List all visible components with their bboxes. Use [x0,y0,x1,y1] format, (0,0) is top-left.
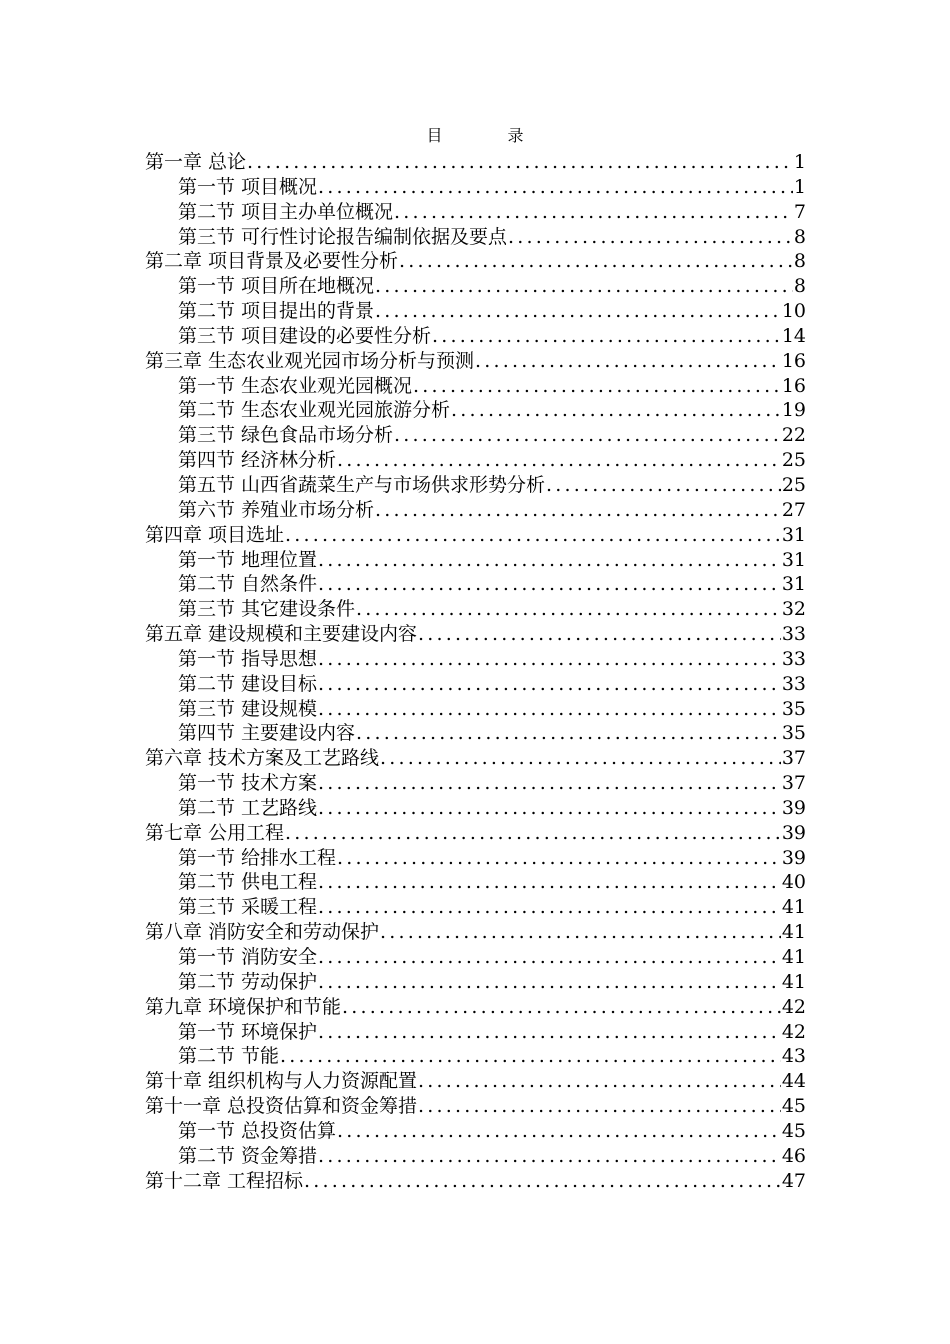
toc-page-number: 33 [781,672,806,695]
toc-dot-leader [285,821,781,846]
toc-page-number: 39 [781,821,806,844]
toc-page-number: 16 [781,374,806,397]
toc-section-entry[interactable] [145,548,806,573]
toc-chapter-entry[interactable] [145,349,806,374]
toc-section-entry[interactable] [145,1144,806,1169]
toc-section-entry[interactable] [145,721,806,746]
toc-section-entry[interactable] [145,398,806,423]
toc-chapter-entry[interactable] [145,995,806,1020]
toc-section-entry[interactable] [145,200,806,225]
toc-dot-leader [418,1094,781,1119]
toc-chapter-entry[interactable] [145,746,806,771]
toc-entry-label: 第一节 给排水工程 [178,846,337,869]
toc-section-entry[interactable] [145,274,806,299]
toc-entry-label: 第一章 总论 [145,151,247,173]
toc-page-number: 42 [781,1020,806,1043]
toc-dot-leader [318,647,781,672]
toc-entry-label: 第十一章 总投资估算和资金筹措 [145,1095,418,1118]
toc-page-number: 10 [781,300,806,323]
toc-entry-label: 第二节 节能 [178,1045,280,1068]
toc-page-number: 31 [781,573,806,596]
toc-page-number: 33 [781,623,806,646]
toc-page-number: 47 [781,1169,806,1192]
toc-entry-label: 第四章 项目选址 [145,523,285,546]
toc-section-entry[interactable] [145,324,806,349]
toc-dot-leader [413,374,781,399]
table-of-contents [145,150,806,1193]
toc-chapter-entry[interactable] [145,249,806,274]
toc-entry-label: 第一节 总投资估算 [178,1119,337,1142]
toc-page-number: 44 [781,1070,806,1093]
toc-section-entry[interactable] [145,796,806,821]
toc-section-entry[interactable] [145,1119,806,1144]
toc-entry-label: 第四节 主要建设内容 [178,722,356,745]
toc-dot-leader [375,299,781,324]
toc-page-number: 41 [781,946,806,968]
toc-page-number: 35 [781,722,806,745]
toc-dot-leader [304,1169,781,1194]
toc-entry-label: 第一节 地理位置 [178,548,318,571]
toc-section-entry[interactable] [145,374,806,399]
toc-dot-leader [318,572,781,597]
toc-section-entry[interactable] [145,672,806,697]
toc-page-number: 39 [781,796,806,819]
toc-dot-leader [342,995,781,1020]
toc-page-number: 33 [781,647,806,670]
toc-page-number: 37 [781,747,806,770]
toc-section-entry[interactable] [145,448,806,473]
toc-chapter-entry[interactable] [145,523,806,548]
toc-section-entry[interactable] [145,498,806,523]
toc-chapter-entry[interactable] [145,1169,806,1194]
toc-dot-leader [380,746,781,771]
toc-dot-leader [356,721,781,746]
toc-dot-leader [318,771,781,796]
toc-entry-label: 第二节 供电工程 [178,871,318,894]
toc-chapter-entry[interactable] [145,821,806,846]
toc-chapter-entry[interactable] [145,1069,806,1094]
toc-entry-label: 第二节 项目提出的背景 [178,300,375,323]
toc-entry-label: 第二节 劳动保护 [178,970,318,993]
toc-page-number: 22 [781,424,806,447]
toc-page-number: 45 [781,1095,806,1118]
toc-dot-leader [375,274,793,299]
toc-dot-leader [318,895,781,920]
toc-entry-label: 第六节 养殖业市场分析 [178,498,375,521]
toc-dot-leader [318,970,781,995]
toc-page-number: 39 [781,846,806,869]
toc-page-number: 1 [793,151,806,173]
toc-dot-leader [418,1069,781,1094]
toc-section-entry[interactable] [145,175,806,200]
toc-dot-leader [394,423,781,448]
toc-page-number: 37 [781,772,806,795]
toc-entry-label: 第九章 环境保护和节能 [145,995,342,1018]
toc-dot-leader [508,225,793,250]
toc-dot-leader [318,1144,781,1169]
toc-entry-label: 第二节 建设目标 [178,672,318,695]
toc-dot-leader [451,398,781,423]
toc-entry-label: 第十章 组织机构与人力资源配置 [145,1070,418,1093]
toc-entry-label: 第二节 项目主办单位概况 [178,200,394,223]
toc-dot-leader [394,200,793,225]
toc-entry-label: 第一节 指导思想 [178,647,318,670]
toc-section-entry[interactable] [145,846,806,871]
toc-section-entry[interactable] [145,1044,806,1069]
toc-dot-leader [318,796,781,821]
toc-entry-label: 第六章 技术方案及工艺路线 [145,747,380,770]
toc-entry-label: 第三节 绿色食品市场分析 [178,424,394,447]
toc-entry-label: 第三节 项目建设的必要性分析 [178,324,432,347]
toc-page-number: 45 [781,1119,806,1142]
toc-page-number: 42 [781,995,806,1018]
toc-entry-label: 第二节 资金筹措 [178,1144,318,1167]
toc-page-number: 25 [781,449,806,472]
toc-entry-label: 第一节 项目所在地概况 [178,275,375,298]
toc-page-number: 8 [793,250,806,273]
toc-dot-leader [337,1119,781,1144]
toc-page-number: 31 [781,523,806,546]
toc-page-number: 8 [793,275,806,298]
toc-chapter-entry[interactable] [145,1094,806,1119]
toc-page-number: 41 [781,896,806,919]
toc-entry-label: 第二节 自然条件 [178,573,318,596]
toc-section-entry[interactable] [145,647,806,672]
toc-entry-label: 第二节 工艺路线 [178,796,318,819]
toc-dot-leader [337,846,781,871]
toc-page-number: 35 [781,697,806,720]
toc-entry-label: 第一节 生态农业观光园概况 [178,374,413,397]
toc-entry-label: 第八章 消防安全和劳动保护 [145,921,380,944]
toc-dot-leader [318,548,781,573]
toc-section-entry[interactable] [145,423,806,448]
toc-entry-label: 第十二章 工程招标 [145,1169,304,1192]
toc-page-number: 41 [781,921,806,944]
toc-dot-leader [418,622,781,647]
toc-section-entry[interactable] [145,895,806,920]
toc-dot-leader [318,945,781,970]
toc-entry-label: 第三节 建设规模 [178,697,318,720]
toc-dot-leader [475,349,781,374]
toc-section-entry[interactable] [145,473,806,498]
toc-dot-leader [318,870,781,895]
toc-chapter-entry[interactable] [145,622,806,647]
toc-dot-leader [247,150,793,175]
toc-dot-leader [285,523,781,548]
toc-section-entry[interactable] [145,970,806,995]
toc-section-entry[interactable] [145,572,806,597]
toc-page-number: 16 [781,349,806,372]
toc-chapter-entry[interactable] [145,150,806,175]
toc-dot-leader [280,1044,781,1069]
toc-section-entry[interactable] [145,697,806,722]
toc-page-number: 46 [781,1144,806,1167]
toc-entry-label: 第五章 建设规模和主要建设内容 [145,623,418,646]
toc-dot-leader [399,249,793,274]
toc-entry-label: 第三节 采暖工程 [178,896,318,919]
toc-page-number: 31 [781,548,806,571]
toc-section-entry[interactable] [145,1020,806,1045]
toc-page-number: 19 [781,399,806,422]
toc-entry-label: 第三节 可行性讨论报告编制依据及要点 [178,225,508,248]
toc-chapter-entry[interactable] [145,920,806,945]
toc-page-number: 40 [781,871,806,894]
toc-dot-leader [356,597,781,622]
toc-page-number: 1 [793,175,806,198]
toc-section-entry[interactable] [145,299,806,324]
toc-entry-label: 第一节 项目概况 [178,175,318,198]
toc-page-number: 43 [781,1045,806,1068]
toc-entry-label: 第四节 经济林分析 [178,449,337,472]
toc-page-number: 25 [781,473,806,496]
toc-section-entry[interactable] [145,945,806,970]
toc-dot-leader [318,175,793,200]
toc-section-entry[interactable] [145,771,806,796]
toc-title: 目 录 [426,126,554,145]
toc-dot-leader [318,697,781,722]
toc-page-number: 27 [781,498,806,521]
toc-entry-label: 第三章 生态农业观光园市场分析与预测 [145,349,475,372]
toc-section-entry[interactable] [145,225,806,250]
toc-dot-leader [337,448,781,473]
toc-dot-leader [318,672,781,697]
toc-dot-leader [546,473,781,498]
toc-dot-leader [375,498,781,523]
toc-page-number: 7 [793,200,806,223]
toc-page-number: 41 [781,970,806,993]
toc-entry-label: 第五节 山西省蔬菜生产与市场供求形势分析 [178,473,546,496]
toc-entry-label: 第一节 环境保护 [178,1020,318,1043]
toc-entry-label: 第三节 其它建设条件 [178,598,356,621]
toc-page-number: 14 [781,324,806,347]
toc-section-entry[interactable] [145,597,806,622]
toc-entry-label: 第一节 技术方案 [178,772,318,795]
toc-dot-leader [432,324,781,349]
toc-page-number: 8 [793,225,806,248]
toc-entry-label: 第七章 公用工程 [145,821,285,844]
toc-entry-label: 第一节 消防安全 [178,946,318,968]
toc-entry-label: 第二节 生态农业观光园旅游分析 [178,399,451,422]
toc-page-number: 32 [781,598,806,621]
toc-section-entry[interactable] [145,870,806,895]
toc-entry-label: 第二章 项目背景及必要性分析 [145,250,399,273]
toc-dot-leader [380,920,781,945]
toc-dot-leader [318,1020,781,1045]
